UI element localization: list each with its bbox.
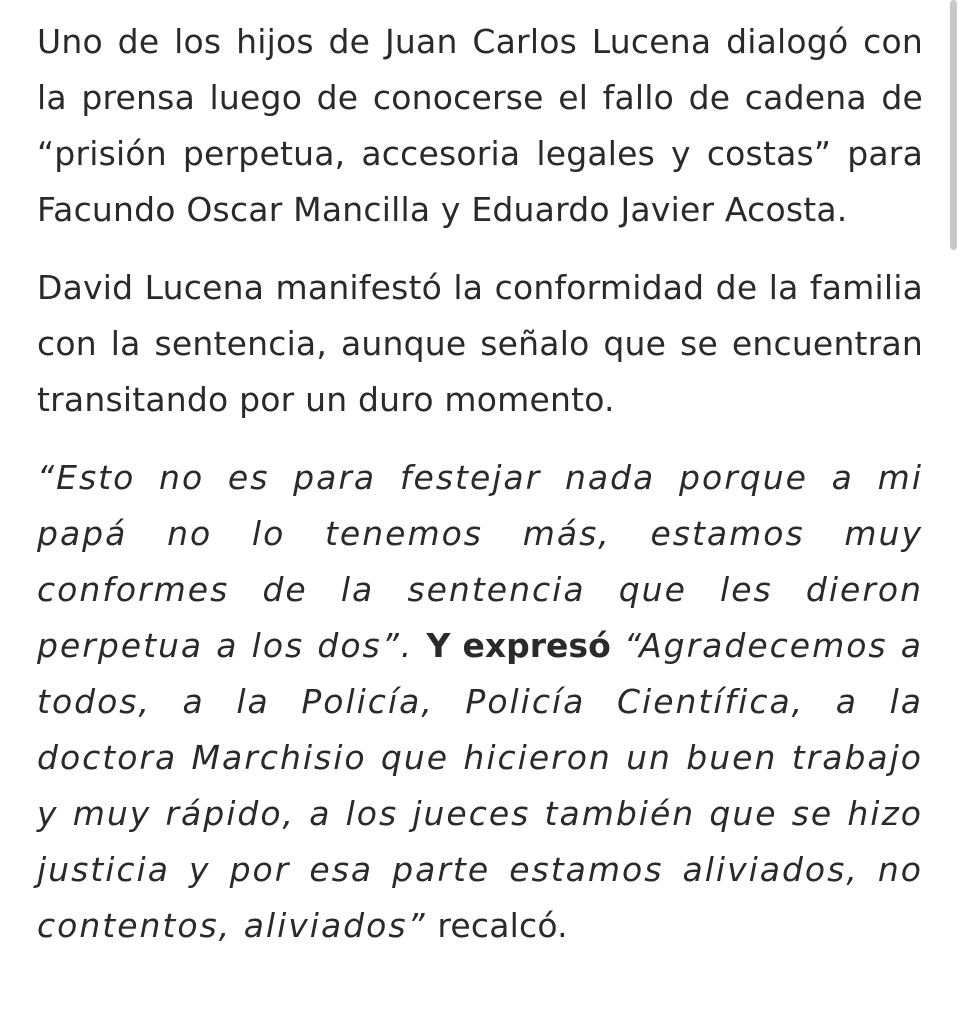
scrollbar-thumb[interactable] bbox=[950, 0, 957, 250]
quote-part-1: “Esto no es para festejar nada porque a mi papá no lo tenemos más, estamos muy conformes de la sentencia que les dieron perpetua a los dos”. bbox=[37, 458, 923, 665]
paragraph-quote bbox=[37, 450, 923, 954]
quote-bold-label: Y expresó bbox=[426, 626, 611, 665]
article-body bbox=[37, 14, 923, 954]
quote-tail: recalcó. bbox=[426, 906, 568, 945]
quote-part-2: “Agradecemos a todos, a la Policía, Policía Científica, a la doctora Marchisio que hicieron un buen trabajo y muy rápido, a los jueces también que se hizo justicia y por esa parte estamos aliviados, no contentos, aliviados” bbox=[37, 626, 923, 945]
paragraph-intro: Uno de los hijos de Juan Carlos Lucena dialogó con la prensa luego de conocerse el fallo de cadena de “prisión perpetua, accesoria legales y costas” para Facundo Oscar Mancilla y Eduardo Javier Acosta. bbox=[37, 22, 923, 229]
paragraph-conformity: David Lucena manifestó la conformidad de la familia con la sentencia, aunque señalo que se encuentran transitando por un duro momento. bbox=[37, 268, 923, 419]
